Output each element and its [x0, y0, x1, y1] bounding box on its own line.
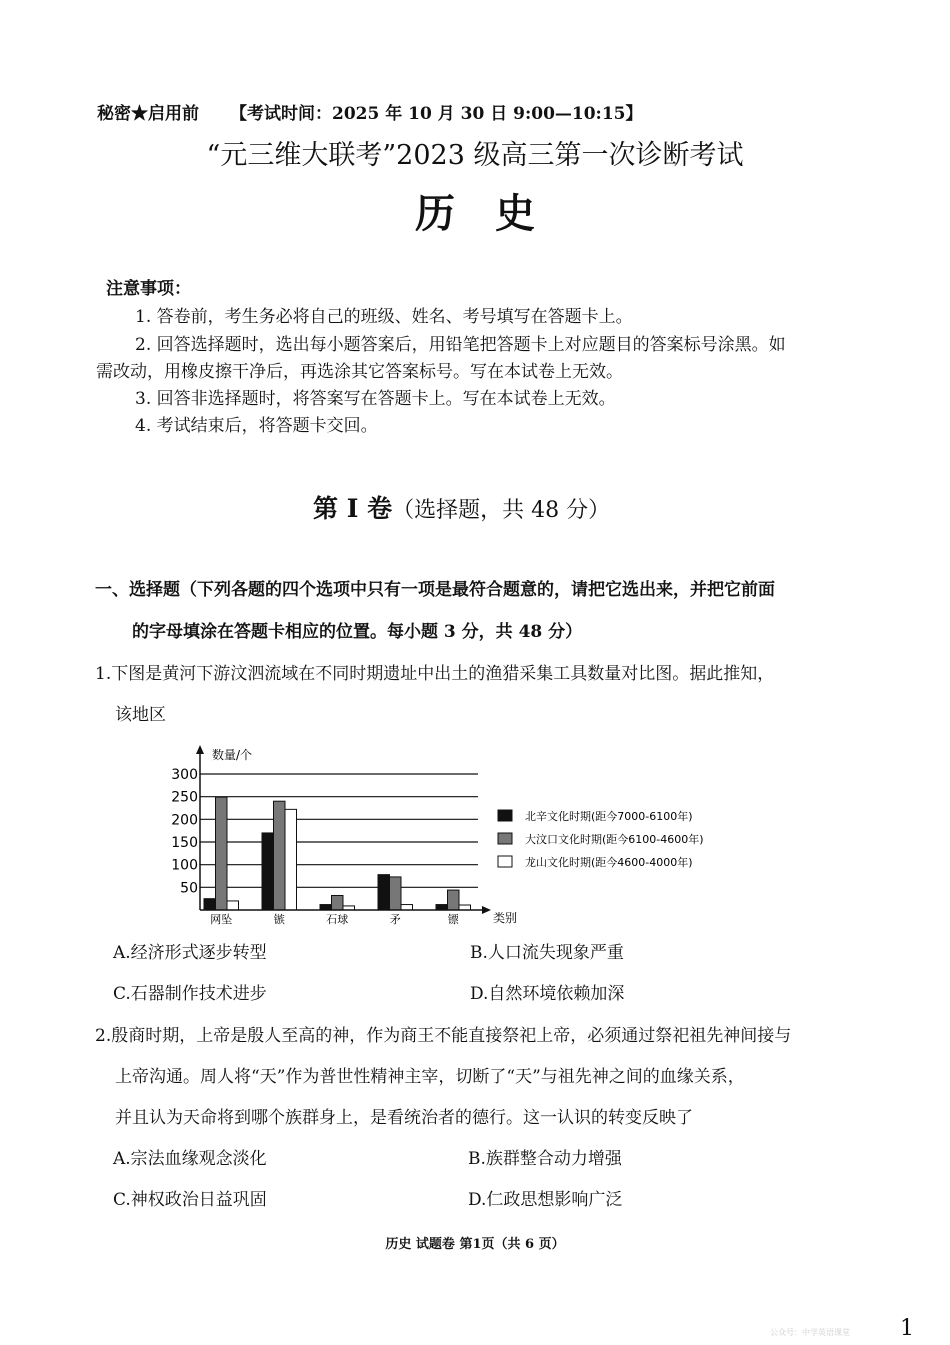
q2-stem: 上帝沟通。周人将“天”作为普世性精神主宰，切断了“天”与祖先神之间的血缘关系，: [115, 1067, 745, 1087]
page-number: 1: [900, 1316, 914, 1341]
note-item: 2. 回答选择题时，选出每小题答案后，用铅笔把答题卡上对应题目的答案标号涂黑。如: [135, 335, 786, 355]
y-axis-arrow: [196, 745, 204, 754]
q2-option-a[interactable]: A.宗法血缘观念淡化: [113, 1149, 267, 1169]
part1-instruction: 一、选择题（下列各题的四个选项中只有一项是最符合题意的，请把它选出来，并把它前面: [95, 580, 775, 600]
x-tick-label: 镖: [447, 913, 459, 926]
legend-label: 大汶口文化时期(距今6100-4600年): [525, 833, 704, 846]
section-title: 第 I 卷: [313, 494, 393, 523]
q2-stem: 2.殷商时期，上帝是殷人至高的神，作为商王不能直接祭祀上帝，必须通过祭祀祖先神间接与: [95, 1026, 792, 1046]
y-tick-label: 200: [171, 812, 198, 829]
legend-swatch: [498, 833, 512, 844]
y-axis-label: 数量/个: [212, 748, 253, 762]
q2-option-c[interactable]: C.神权政治日益巩固: [113, 1190, 267, 1210]
legend-label: 北辛文化时期(距今7000-6100年): [525, 810, 693, 823]
q2-stem: 并且认为天命将到哪个族群身上，是看统治者的德行。这一认识的转变反映了: [115, 1108, 693, 1128]
x-tick-label: 矛: [389, 913, 401, 926]
note-item: 需改动，用橡皮擦干净后，再选涂其它答案标号。写在本试卷上无效。: [96, 362, 623, 382]
subject-title: 历 史: [415, 190, 535, 237]
section-subtitle: （选择题，共 48 分）: [392, 498, 611, 523]
x-tick-label: 镞: [273, 913, 285, 926]
q2-option-b[interactable]: B.族群整合动力增强: [468, 1149, 622, 1169]
bar: [332, 895, 344, 910]
y-tick-label: 100: [171, 857, 198, 874]
page-footer: 历史 试题卷 第1页（共 6 页）: [385, 1237, 565, 1252]
watermark: 公众号：中学英语课堂: [770, 1328, 850, 1337]
bar: [204, 899, 216, 910]
bar: [274, 801, 286, 910]
bar: [378, 875, 390, 910]
section-heading: [313, 494, 610, 524]
bar: [227, 901, 239, 910]
exam-time: 【考试时间：2025 年 10 月 30 日 9:00—10:15】: [230, 104, 643, 124]
legend-swatch: [498, 856, 512, 867]
x-axis-label: 类别: [493, 911, 518, 925]
q1-stem: 该地区: [115, 705, 166, 725]
notes-heading: 注意事项：: [106, 279, 191, 299]
x-axis-arrow: [482, 906, 491, 914]
bar: [401, 905, 413, 910]
tool-count-chart: [160, 740, 760, 940]
bar: [285, 809, 297, 910]
bar: [216, 797, 228, 910]
x-tick-label: 网坠: [210, 913, 233, 926]
part1-instruction: 的字母填涂在答题卡相应的位置。每小题 3 分，共 48 分）: [132, 622, 583, 642]
y-tick-label: 150: [171, 835, 198, 851]
y-tick-label: 300: [171, 767, 198, 783]
bar: [448, 890, 460, 910]
q1-option-b[interactable]: B.人口流失现象严重: [470, 943, 624, 963]
note-item: 1. 答卷前，考生务必将自己的班级、姓名、考号填写在答题卡上。: [135, 307, 633, 327]
secret-label: 秘密★启用前: [97, 104, 199, 124]
bar: [436, 905, 448, 910]
q1-option-a[interactable]: A.经济形式逐步转型: [113, 943, 267, 963]
bar: [262, 833, 274, 910]
y-tick-label: 50: [180, 880, 198, 897]
q1-option-c[interactable]: C.石器制作技术进步: [113, 984, 267, 1004]
note-item: 4. 考试结束后，将答题卡交回。: [135, 416, 378, 436]
x-tick-label: 石球: [326, 913, 349, 926]
q2-option-d[interactable]: D.仁政思想影响广泛: [468, 1190, 623, 1210]
bar: [390, 877, 402, 910]
legend-label: 龙山文化时期(距今4600-4000年): [525, 856, 693, 869]
note-item: 3. 回答非选择题时，将答案写在答题卡上。写在本试卷上无效。: [135, 389, 616, 409]
y-tick-label: 250: [171, 789, 198, 806]
bar: [320, 905, 332, 910]
legend-swatch: [498, 810, 512, 821]
exam-title: “元三维大联考”2023 级高三第一次诊断考试: [206, 140, 744, 171]
q1-option-d[interactable]: D.自然环境依赖加深: [470, 984, 625, 1004]
q1-stem: 1.下图是黄河下游汶泗流域在不同时期遗址中出土的渔猎采集工具数量对比图。据此推知，: [95, 664, 775, 684]
